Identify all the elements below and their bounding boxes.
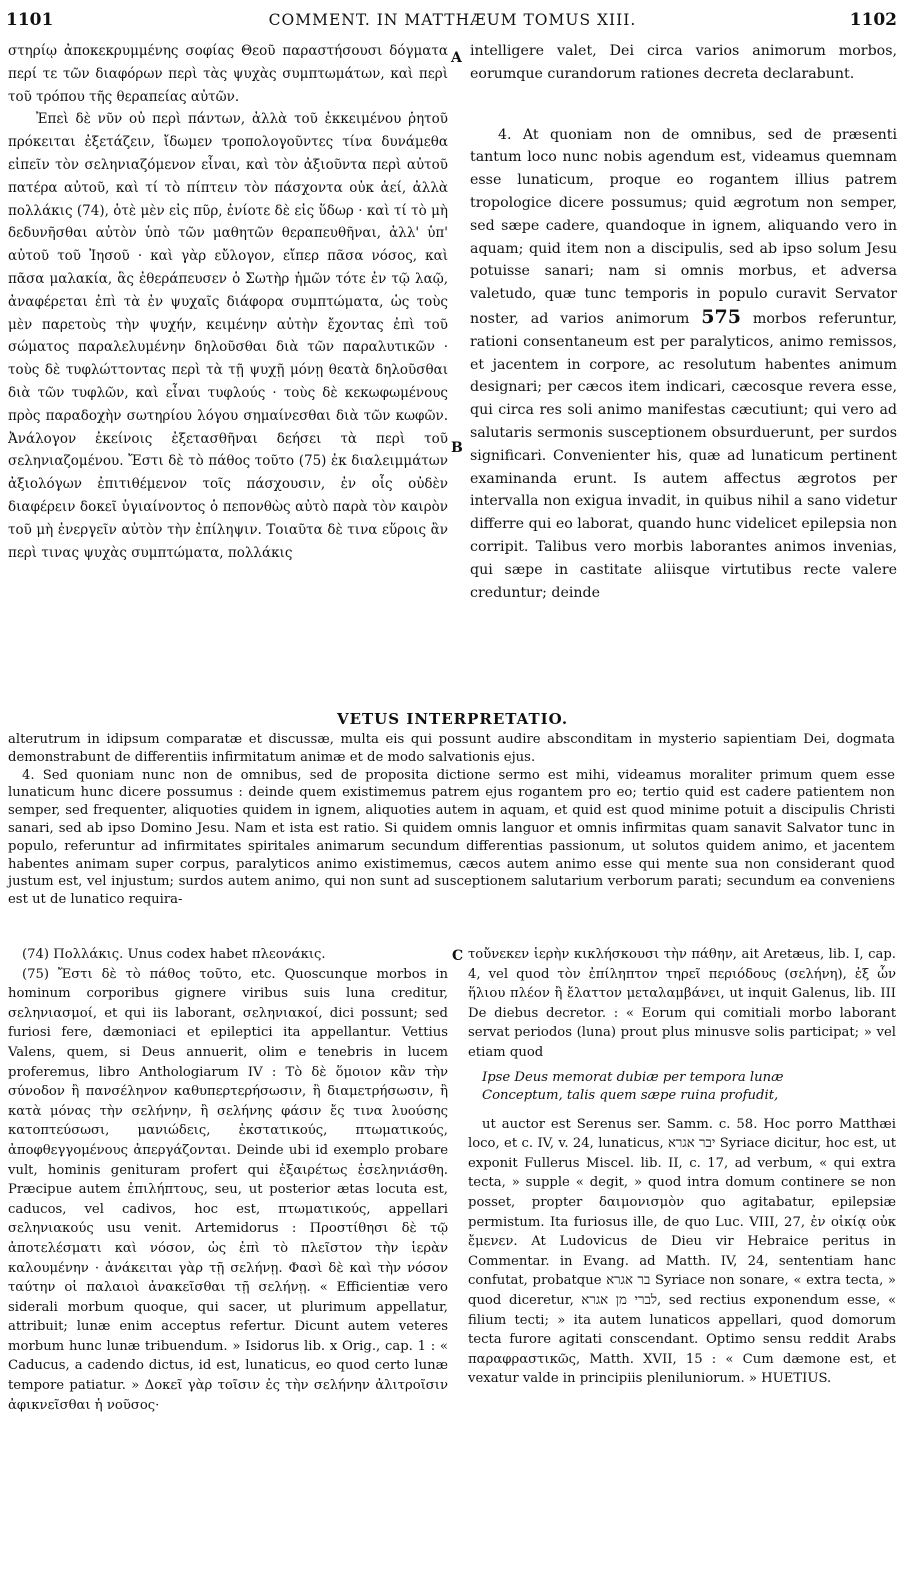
footnotes-left	[8, 945, 448, 1415]
column-number: 575	[701, 305, 741, 328]
greek-paragraph: στηρίῳ ἀποκεκρυμμένης σοφίας Θεοῦ παραστήσουσι δόγματα περί τε τῶν διαφόρων περὶ τὰς ψυχὰς συμπτωμάτων, καὶ περὶ τοῦ τρόπου τῆς θεραπείας αὐτῶν.	[8, 43, 448, 105]
vetus-paragraph: 4. Sed quoniam nunc non de omnibus, sed de proposita dictione sermo est mihi, videamus moraliter primum quem esse lunaticum hunc dicere possumus : deinde quem existimemus patrem ejus rogantem pro eo; tertio quid est cadere patientem non semper, sed frequenter, aliquoties quidem in ignem, aliquoties autem in aquam, et quid est quod minime potuit a discipulis Christi sanari, sed ab ipso Domino Jesu. Nam et ista est ratio. Si quidem omnis languor et omnis infirmitas quam sanavit Salvator tunc in populo, referuntur ad infirmitates spiritales animarum secundum differentias passionum, ut solutos quidem animo, et jacentem habentes animam super corpus, paralyticos animo existimemus, cæcos autem animo esse qui mente sua non considerant quod justum est, vel injustum; surdos autem animo, qui non sunt ad susceptionem salutarium verborum parati; secundum ea conveniens est ut de lunatico requira-	[8, 767, 895, 908]
latin-paragraph: intelligere valet, Dei circa varios animorum morbos, eorumque curandorum rationes decreta declarabunt.	[470, 43, 897, 82]
left-page-number: 1101	[6, 10, 54, 30]
verse-line: Ipse Deus memorat dubiæ per tempora lunæ	[482, 1069, 784, 1085]
greek-text-column	[8, 40, 448, 564]
latin-text: morbos referuntur, rationi consentaneum est per paralyticos, animo remissos, et jacentem in corpore, ac resolutum habentes animum designari; per cæcos item indicari, cæcosque revera esse, qui circa res soli animo manifestas cæcutiunt; qui vero ad salutaris sermonis susceptionem obsurduerunt, per surdos significari. Convenienter his, quæ ad lunaticum pertinent examinanda erunt. Is autem affectus ægrotos per intervalla non exigua invadit, in quibus nihil a sano videtur differre qui eo laborat, quando hunc videlicet epilepsia non corripit. Talibus vero morbis laborantes animos invenias, qui sæpe in castitate aliisque virtutibus recte valere creduntur; deinde	[470, 310, 897, 601]
footnote-continued: τοὔνεκεν ἱερὴν κικλήσκουσι τὴν πάθην, ait Aretæus, lib. I, cap. 4, vel quod τὸν ἐπίληπτον τηρεῖ περιόδους (σελήνη), ἐξ ὧν ἥλιου πλέον ἢ ἔλαττον μεταλαμβάνει, ut inquit Galenus, lib. III De diebus decretor. : « Eorum qui comitiali morbo laborant servat periodos (luna) prout plus minusve solis participat; » vel etiam quod	[468, 947, 896, 1060]
verse-line: Conceptum, talis quem sæpe ruina profudit,	[482, 1087, 779, 1103]
footnote: (74) Πολλάκις. Unus codex habet πλεονάκις.	[22, 947, 326, 962]
latin-text-column	[470, 40, 897, 604]
latin-text: 4. At quoniam non de omnibus, sed de præsenti tantum loco nunc nobis agendum est, videamus quemnam esse lunaticum, proque eo rogantem illius patrem tropologice dicere possumus; quid ægrotum non semper, sed sæpe cadere, quandoque in ignem, aliquando vero in aquam; quid item non a discipulis, sed ab ipso solum Jesu potuisse sanari; nam si omnis morbus, et adversa valetudo, quæ tunc temporis in populo curavit Servator noster, ad varios animorum	[470, 126, 897, 327]
right-page-number: 1102	[849, 10, 897, 30]
section-marker-b: B	[451, 440, 463, 456]
vetus-interpretatio-text	[8, 731, 895, 909]
footnote: (75) Ἔστι δὲ τὸ πάθος τοῦτο, etc. Quoscunque morbos in hominum corporibus gignere viribus suis luna creditur, σεληνιασμοί, et qui iis laborant, σεληνιακοί, dici possunt; sed furiosi fere, dæmoniaci et epileptici ita appellantur. Vettius Valens, quem, si Deus annuerit, olim e tenebris in lucem proferemus, libro Anthologiarum IV : Τὸ δὲ ὅμοιον κἂν τὴν σύνοδον ἢ πανσέληνον καθυπερτερήσωσιν, ἢ διαμετρήσωσιν, ἢ κατὰ μόνας τὴν σελήνην, ἢ σελήνης φάσιν ἔς τινα λυούσης κατοπτεύσωσι, μανιώδεις, ἐκστατικούς, πτωματικούς, ἀποφθεγγομένους ἀπεργάζονται. Deinde ubi id exemplo probare vult, hominis genituram profert qui ἐξαιρέτως ἐσεληνιάσθη. Præcipue autem ἐπιλήπτους, seu, ut posterior ætas locuta est, caducos, vel cadivos, hoc est, πτωματικούς, appellari σεληνιακούς usu venit. Artemidorus : Προστίθησι δὲ τῷ ἀποτελέσματι καὶ νόσον, ὡς ἐπὶ τὸ πλεῖστον τὴν ἱερὰν καλουμένην · ἀνάκειται γὰρ τῇ σελήνῃ. Φασὶ δὲ καὶ τὴν νόσον ταύτην οἱ παλαιοὶ ἀνακεῖσθαι τῇ σελήνῃ. « Efficientiæ vero siderali morbum quoque, qui sacer, ut plurimum appellatur, attribuit; lunæ enim acceptus refertur. Dicunt autem veteres morbum hunc lunæ tribuendum. » Isidorus lib. x Orig., cap. 1 : « Caducus, a cadendo dictus, id est, lunaticus, eo quod certo lunæ tempore patiatur. » Δοκεῖ γὰρ τοῖσιν ἐς τὴν σελήνην ἀλιτροῖσιν ἀφικνεῖσθαι ἡ νοῦσος·	[8, 966, 448, 1413]
running-header	[0, 10, 905, 34]
vetus-interpretatio-heading: VETUS INTERPRETATIO.	[336, 710, 569, 728]
greek-paragraph: Ἐπεὶ δὲ νῦν οὐ περὶ πάντων, ἀλλὰ τοῦ ἐκκειμένου ῥητοῦ πρόκειται ἐξετάζειν, ἴδωμεν τροπολογοῦντες τίνα δυνάμεθα εἰπεῖν τὸν σεληνιαζόμενον εἶναι, καὶ τὸν ἀξιοῦντα περὶ αὐτοῦ πατέρα αὐτοῦ, καὶ τί τὸ πίπτειν τὸν πάσχοντα οὐκ ἀεί, ἀλλὰ πολλάκις (74), ὁτὲ μὲν εἰς πῦρ, ἐνίοτε δὲ εἰς ὕδωρ · καὶ τί τὸ μὴ δεδυνῆσθαι αὐτὸν ὑπὸ τῶν μαθητῶν θεραπευθῆναι, ἀλλ' ὑπ' αὐτοῦ τοῦ Ἰησοῦ · καὶ γὰρ εὔλογον, εἴπερ πᾶσα νόσος, καὶ πᾶσα μαλακία, ἃς ἐθεράπευσεν ὁ Σωτὴρ ἡμῶν τότε ἐν τῷ λαῷ, ἀναφέρεται ἐπὶ τὰ ἐν ψυχαῖς διάφορα συμπτώματα, ὡς τοὺς μὲν παρετοὺς τὴν ψυχήν, κειμένην αὐτὴν ἔχοντας ἐπὶ τοῦ σώματος παραλελυμένην δηλοῦσθαι διὰ τῶν παραλυτικῶν · τοὺς δὲ τυφλώττοντας περὶ τὰ τῇ ψυχῇ μόνῃ θεατὰ δηλοῦσθαι διὰ τῶν τυφλῶν, καὶ εἶναι τυφλούς · τοὺς δὲ κεκωφωμένους πρὸς παραδοχὴν σωτηρίου λόγου σημαίνεσθαι διὰ τῶν κωφῶν. Ἀνάλογον ἐκείνοις ἐξετασθῆναι δεήσει τὰ περὶ τοῦ σεληνιαζομένου. Ἔστι δὲ τὸ πάθος τοῦτο (75) ἐκ διαλειμμάτων ἀξιολόγων ἐπιτιθέμενον τοῖς πάσχουσιν, ἐν οἷς οὐδὲν διαφέρειν δοκεῖ ὑγιαίνοντος ὁ πεπονθὼς αὐτὸ παρὰ τὸν καιρὸν τοῦ μὴ ἐνεργεῖν αὐτὸν τὴν ἐπίληψιν. Τοιαῦτα δὲ τινα εὕροις ἂν περὶ τινας ψυχὰς συμπτώματα, πολλάκις	[8, 111, 448, 561]
running-title: COMMENT. IN MATTHÆUM TOMUS XIII.	[268, 11, 637, 29]
section-marker-c: C	[452, 948, 464, 964]
vetus-paragraph: alterutrum in idipsum comparatæ et discussæ, multa eis qui possunt audire absconditam in mysterio sapientiam Dei, dogmata demonstrabunt de differentiis infirmitatum animæ et de modo salvationis ejus.	[8, 732, 895, 765]
verse-quotation	[468, 1069, 896, 1105]
footnote-continued: ut auctor est Serenus ser. Samm. c. 58. Hoc porro Matthæi loco, et c. IV, v. 24, lunaticus, יבר אגרא Syriace dicitur, hoc est, ut exponit Fullerus Miscel. lib. II, c. 17, ad verbum, « qui extra tecta, » supple « degit, » quod intra domum continere se non posset, propter δαιμονισμὸν quo agitabatur, epilepsiæ permistum. Ita furiosus ille, de quo Luc. VIII, 27, ἐν οἰκίᾳ οὐκ ἔμενεν. At Ludovicus de Dieu vir Hebraice peritus in Commentar. in Evang. ad Matth. IV, 24, sententiam hanc confutat, probatque בר אגרא Syriace non sonare, « extra tecta, » quod diceretur, לברי מן אגרא, sed rectius exponendum esse, « filium tecti; » ita autem lunaticos appellari, quod domorum tecta furore agitati conscendant. Optimo sensu reddit Arabs παραφραστικῶς, Matth. XVII, 15 : « Cum dæmone est, et vexatur valde in principiis pleniluniorum. » HUETIUS.	[468, 1116, 897, 1387]
latin-paragraph	[470, 124, 897, 605]
section-marker-a: A	[451, 50, 462, 66]
footnotes-right	[468, 945, 896, 1389]
